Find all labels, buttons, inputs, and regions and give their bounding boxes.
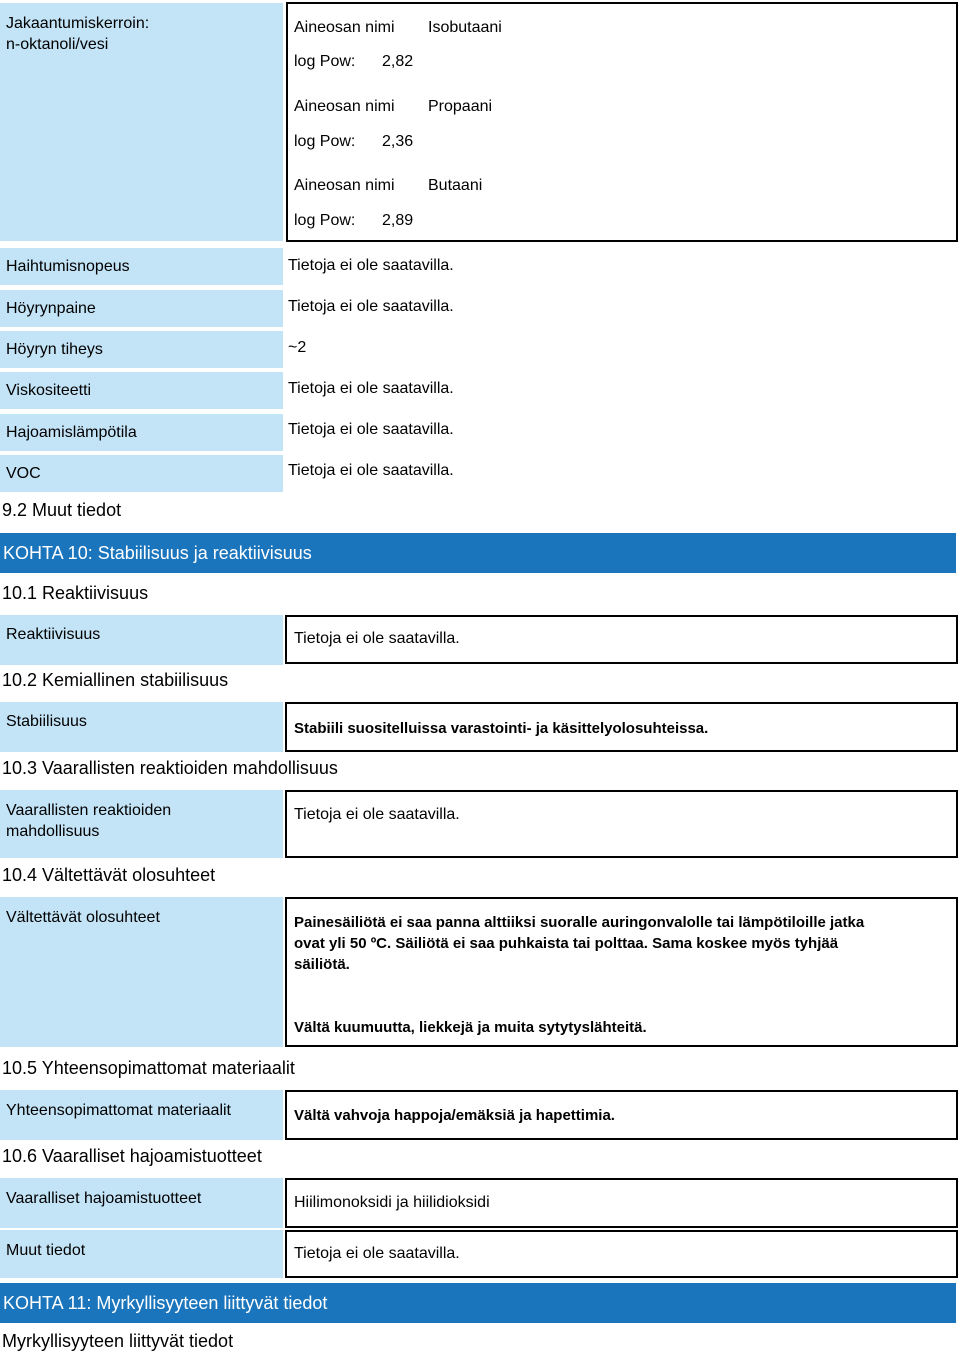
property-label: Haihtumisnopeus [0,248,283,285]
property-value: ~2 [288,339,307,356]
vaarallisten-box [285,790,958,858]
entry-2-name-label: Aineosan nimi [294,98,395,115]
valtettavat-line3: säiliötä. [294,956,350,973]
property-value: Tietoja ei ole saatavilla. [288,462,454,479]
heading-10-6: 10.6 Vaaralliset hajoamistuotteet [2,1146,262,1166]
valtettavat-line2: ovat yli 50 ºC. Säiliötä ei saa puhkaista tai polttaa. Sama koskee myös tyhjää [294,935,839,952]
entry-3-logpow: 2,89 [382,212,414,229]
entry-2-name: Propaani [428,98,493,115]
entry-2-logpow: 2,36 [382,133,414,150]
entry-3-name-label: Aineosan nimi [294,177,395,194]
property-value: Tietoja ei ole saatavilla. [288,421,454,438]
stabiilisuus-value: Stabiili suositelluissa varastointi- ja käsittelyolosuhteissa. [294,720,709,737]
valtettavat-line4: Vältä kuumuutta, liekkejä ja muita sytytyslähteitä. [294,1019,647,1036]
heading-10-5: 10.5 Yhteensopimattomat materiaalit [2,1058,295,1078]
property-value: Tietoja ei ole saatavilla. [288,257,454,274]
vaarallisten-label-line1: Vaarallisten reaktioiden [6,802,172,819]
entry-1-name-label: Aineosan nimi [294,19,395,36]
entry-2-logpow-label: log Pow: [294,133,356,150]
partition-label-line2: n-oktanoli/vesi [6,36,109,53]
entry-3-logpow-label: log Pow: [294,212,356,229]
property-value: Tietoja ei ole saatavilla. [288,298,454,315]
entry-1-logpow: 2,82 [382,53,414,70]
section-11-heading: Myrkyllisyyteen liittyvät tiedot [2,1331,234,1351]
entry-1-name: Isobutaani [428,19,502,36]
property-label: Hajoamislämpötila [0,414,283,451]
valtettavat-label: Vältettävät olosuhteet [0,897,283,1047]
heading-10-2: 10.2 Kemiallinen stabiilisuus [2,670,229,690]
valtettavat-line1: Painesäiliötä ei saa panna alttiiksi suoralle auringonvalolle tai lämpötiloille jatka [294,914,865,931]
partition-value-box [286,2,958,242]
property-label: Höyryn tiheys [0,331,283,368]
entry-3-name: Butaani [428,177,483,194]
yhteensopimattomat-label: Yhteensopimattomat materiaalit [0,1090,283,1140]
yhteensopimattomat-value: Vältä vahvoja happoja/emäksiä ja hapettimia. [294,1107,615,1124]
vaarallisten-label-line2: mahdollisuus [6,823,100,840]
partition-label-line1: Jakaantumiskerroin: [6,15,150,32]
muut-tiedot-label: Muut tiedot [0,1230,283,1278]
property-label: VOC [0,455,283,492]
muut-tiedot-value: Tietoja ei ole saatavilla. [294,1245,460,1262]
reaktiivisuus-label: Reaktiivisuus [0,615,283,665]
stabiilisuus-label: Stabiilisuus [0,702,283,752]
partition-label [0,3,283,241]
vaarallisten-value: Tietoja ei ole saatavilla. [294,806,460,823]
vaarallisten-label [0,790,283,858]
property-label: Viskositeetti [0,372,283,409]
section-10-banner: KOHTA 10: Stabiilisuus ja reaktiivisuus [0,533,956,573]
heading-10-1: 10.1 Reaktiivisuus [2,583,149,603]
hajoamistuotteet-value: Hiilimonoksidi ja hiilidioksidi [294,1194,490,1211]
section-11-banner: KOHTA 11: Myrkyllisyyteen liittyvät tiedot [0,1283,956,1323]
entry-1-logpow-label: log Pow: [294,53,356,70]
property-value: Tietoja ei ole saatavilla. [288,380,454,397]
heading-10-4: 10.4 Vältettävät olosuhteet [2,865,216,885]
property-label: Höyrynpaine [0,290,283,327]
reaktiivisuus-value: Tietoja ei ole saatavilla. [294,630,460,647]
heading-10-3: 10.3 Vaarallisten reaktioiden mahdollisuus [2,758,338,778]
hajoamistuotteet-label: Vaaralliset hajoamistuotteet [0,1178,283,1228]
muut-tiedot-heading: 9.2 Muut tiedot [2,500,122,520]
